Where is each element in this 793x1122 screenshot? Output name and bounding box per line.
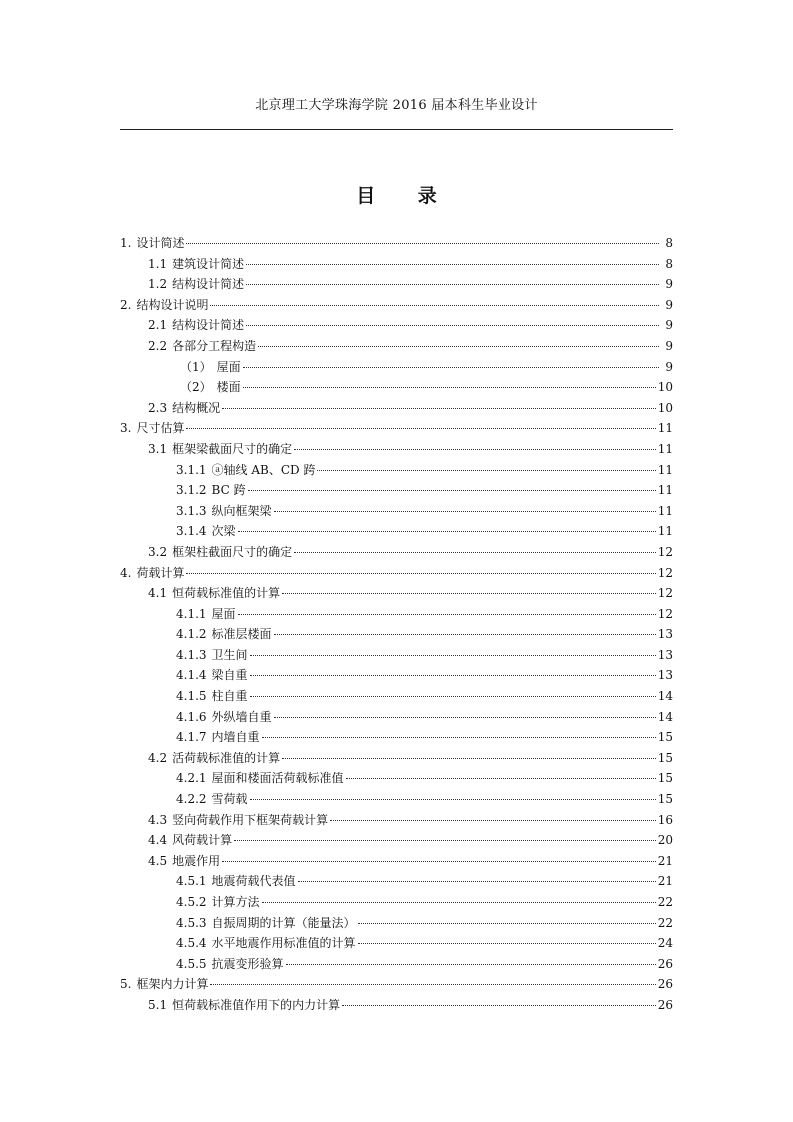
toc-dot-leader [250, 695, 656, 697]
toc-dot-leader [330, 819, 656, 821]
toc-entry-number: 4.3 [148, 812, 168, 827]
toc-entry-page-number: 10 [657, 400, 673, 415]
toc-entry-page-number: 11 [657, 421, 673, 436]
toc-entry-title: BC 跨 [211, 483, 246, 498]
toc-title: 目 录 [356, 185, 455, 207]
toc-entry[interactable] [120, 564, 673, 585]
toc-dot-leader [286, 963, 656, 965]
toc-entry[interactable] [120, 255, 673, 276]
header-divider [120, 129, 673, 130]
toc-entry-number: 1.2 [148, 277, 168, 292]
toc-entry-number: 5. [120, 977, 132, 992]
toc-entry-title: 屋面和楼面活荷载标准值 [211, 771, 344, 786]
toc-entry-number: 2.1 [148, 318, 168, 333]
toc-dot-leader [246, 324, 659, 326]
toc-entry-title: 屋面 [211, 606, 236, 621]
toc-entry-page-number: 13 [657, 627, 673, 642]
toc-entry-page-number: 26 [657, 997, 673, 1012]
toc-dot-leader [342, 1004, 656, 1006]
toc-entry-title: 外纵墙自重 [211, 709, 272, 724]
toc-entry-page-number: 9 [665, 338, 673, 353]
toc-entry-page-number: 21 [657, 874, 673, 889]
toc-entry[interactable] [120, 399, 673, 420]
toc-entry-page-number: 13 [657, 647, 673, 662]
toc-entry[interactable] [120, 316, 673, 337]
toc-dot-leader [246, 263, 659, 265]
toc-entry-number: 4.1.6 [176, 709, 207, 724]
toc-entry-number: 4.1.1 [176, 606, 207, 621]
toc-entry[interactable] [120, 914, 673, 935]
toc-entry[interactable] [120, 378, 673, 399]
toc-entry-page-number: 16 [657, 812, 673, 827]
toc-entry-title: 尺寸估算 [136, 421, 185, 436]
toc-entry[interactable] [120, 234, 673, 255]
toc-entry-page-number: 20 [657, 833, 673, 848]
toc-entry-number: 2.2 [148, 338, 168, 353]
toc-entry-page-number: 8 [665, 236, 673, 250]
toc-dot-leader [282, 757, 656, 759]
toc-entry[interactable] [120, 749, 673, 770]
toc-entry-title: 梁自重 [211, 668, 248, 683]
toc-entry-number: 4.5.5 [176, 956, 207, 971]
toc-entry-number: 4.5 [148, 853, 168, 868]
toc-dot-leader [298, 880, 656, 882]
toc-entry-number: 3. [120, 421, 132, 436]
toc-dot-leader [210, 304, 659, 306]
toc-entry-page-number: 26 [657, 956, 673, 971]
toc-entry-title: 次梁 [211, 524, 236, 539]
toc-entry[interactable] [120, 337, 673, 358]
toc-entry-number: 4. [120, 565, 132, 580]
toc-entry-number: 3.1 [148, 441, 168, 456]
toc-entry-number: 2. [120, 297, 132, 312]
toc-entry[interactable] [120, 461, 673, 482]
toc-entry-title: 自振周期的计算（能量法） [211, 915, 356, 930]
toc-entry[interactable] [120, 440, 673, 461]
toc-dot-leader [238, 530, 656, 532]
toc-entry-number: 4.2.1 [176, 771, 207, 786]
toc-entry-title: 纵向框架梁 [211, 503, 272, 518]
toc-entry-title: 抗震变形验算 [211, 956, 284, 971]
toc-entry-title: 地震作用 [172, 853, 221, 868]
toc-entry-number: （1） [180, 359, 212, 374]
toc-dot-leader [222, 407, 656, 409]
toc-entry[interactable] [120, 811, 673, 832]
toc-dot-leader [317, 469, 655, 471]
toc-entry[interactable] [120, 955, 673, 976]
toc-entry-page-number: 12 [657, 606, 673, 621]
toc-entry-number: 4.1.3 [176, 647, 207, 662]
toc-dot-leader [243, 366, 659, 368]
toc-entry-number: 3.1.2 [176, 483, 207, 498]
toc-entry-page-number: 12 [657, 544, 673, 559]
toc-dot-leader [234, 839, 656, 841]
toc-entry-page-number: 9 [665, 297, 673, 312]
table-of-contents [120, 234, 673, 1017]
toc-entry-page-number: 9 [665, 359, 673, 374]
toc-dot-leader [248, 489, 656, 491]
toc-entry-title: 框架梁截面尺寸的确定 [172, 441, 293, 456]
toc-entry-title: 卫生间 [211, 647, 248, 662]
toc-entry-number: 4.1.7 [176, 730, 207, 745]
toc-entry-number: 3.2 [148, 544, 168, 559]
toc-entry-number: 4.2 [148, 750, 168, 765]
toc-entry-page-number: 11 [657, 483, 673, 498]
toc-entry[interactable] [120, 975, 673, 996]
toc-entry-page-number: 15 [657, 792, 673, 807]
toc-entry-page-number: 26 [657, 977, 673, 992]
toc-entry-title: 各部分工程构造 [172, 338, 257, 353]
toc-dot-leader [250, 674, 656, 676]
toc-dot-leader [294, 448, 656, 450]
toc-entry-title: 雪荷载 [211, 792, 248, 807]
toc-entry-number: 4.2.2 [176, 792, 207, 807]
toc-dot-leader [282, 592, 656, 594]
toc-entry-title: 建筑设计简述 [172, 256, 245, 271]
toc-dot-leader [243, 386, 656, 388]
toc-entry-page-number: 11 [657, 503, 673, 518]
toc-entry-page-number: 11 [657, 462, 673, 477]
toc-entry-title: 框架内力计算 [136, 977, 209, 992]
toc-entry-number: 4.4 [148, 833, 168, 848]
toc-entry[interactable] [120, 666, 673, 687]
toc-entry[interactable] [120, 358, 673, 379]
toc-entry-title: 标准层楼面 [211, 627, 272, 642]
toc-dot-leader [250, 798, 656, 800]
toc-entry[interactable] [120, 893, 673, 914]
toc-dot-leader [346, 777, 656, 779]
toc-dot-leader [274, 633, 656, 635]
toc-entry-title: 计算方法 [211, 895, 260, 909]
toc-entry-title: 恒荷载标准值作用下的内力计算 [172, 997, 341, 1012]
toc-entry-title: 框架柱截面尺寸的确定 [172, 544, 293, 559]
toc-dot-leader [246, 283, 659, 285]
toc-entry-number: （2） [180, 380, 212, 395]
toc-entry[interactable] [120, 769, 673, 790]
toc-entry-number: 5.1 [148, 997, 168, 1012]
toc-entry-number: 4.1.4 [176, 668, 207, 683]
toc-entry[interactable] [120, 522, 673, 543]
toc-dot-leader [250, 654, 656, 656]
toc-entry[interactable] [120, 296, 673, 317]
toc-entry-number: 4.1 [148, 586, 168, 601]
toc-entry-number: 2.3 [148, 400, 168, 415]
toc-entry[interactable] [120, 502, 673, 523]
toc-entry[interactable] [120, 831, 673, 852]
toc-dot-leader [358, 922, 656, 924]
toc-entry-page-number: 9 [665, 318, 673, 333]
toc-entry-number: 4.5.3 [176, 915, 207, 930]
toc-dot-leader [222, 860, 656, 862]
toc-entry-page-number: 11 [657, 524, 673, 539]
toc-entry-title: 水平地震作用标准值的计算 [211, 936, 356, 951]
toc-entry[interactable] [120, 728, 673, 749]
toc-entry[interactable] [120, 275, 673, 296]
toc-entry-page-number: 15 [657, 771, 673, 786]
toc-entry-title: 风荷载计算 [172, 833, 233, 848]
toc-entry[interactable] [120, 646, 673, 667]
toc-dot-leader [358, 942, 656, 944]
toc-entry-title: 结构设计简述 [172, 277, 245, 292]
toc-entry-page-number: 9 [665, 277, 673, 292]
toc-entry-page-number: 14 [657, 709, 673, 724]
toc-dot-leader [258, 345, 659, 347]
toc-entry-number: 1.1 [148, 256, 168, 271]
toc-entry[interactable] [120, 481, 673, 502]
toc-entry[interactable] [120, 708, 673, 729]
toc-entry-number: 3.1.1 [176, 462, 207, 477]
toc-entry-number: 4.5.2 [176, 895, 207, 909]
toc-entry-title: 结构设计说明 [136, 297, 209, 312]
toc-entry[interactable] [120, 419, 673, 440]
toc-entry-title: 柱自重 [211, 689, 248, 704]
toc-entry-number: 3.1.3 [176, 503, 207, 518]
toc-entry-title: 结构概况 [172, 400, 221, 415]
toc-entry-title: 屋面 [216, 359, 241, 374]
toc-entry-title: 楼面 [216, 380, 241, 395]
toc-entry-title: 恒荷载标准值的计算 [172, 586, 281, 601]
toc-entry-title: ⓐ轴线 AB、CD 跨 [211, 462, 316, 477]
toc-entry-number: 3.1.4 [176, 524, 207, 539]
toc-entry[interactable] [120, 872, 673, 893]
toc-entry[interactable] [120, 687, 673, 708]
toc-entry[interactable] [120, 852, 673, 873]
toc-entry[interactable] [120, 996, 673, 1017]
toc-dot-leader [210, 983, 655, 985]
toc-entry-page-number: 12 [657, 565, 673, 580]
toc-entry-page-number: 13 [657, 668, 673, 683]
toc-dot-leader [262, 901, 656, 903]
toc-entry[interactable] [120, 543, 673, 564]
toc-entry-number: 4.5.4 [176, 936, 207, 951]
toc-entry[interactable] [120, 584, 673, 605]
toc-dot-leader [262, 736, 656, 738]
toc-entry-number: 4.1.5 [176, 689, 207, 704]
toc-dot-leader [186, 427, 655, 429]
toc-entry-page-number: 15 [657, 750, 673, 765]
toc-entry-title: 设计简述 [136, 236, 185, 250]
toc-entry-page-number: 21 [657, 853, 673, 868]
toc-entry[interactable] [120, 625, 673, 646]
toc-entry[interactable] [120, 934, 673, 955]
toc-dot-leader [274, 510, 656, 512]
toc-entry-page-number: 8 [665, 256, 673, 271]
toc-entry-page-number: 12 [657, 586, 673, 601]
toc-entry-title: 结构设计简述 [172, 318, 245, 333]
toc-entry-title: 地震荷载代表值 [211, 874, 296, 889]
toc-entry[interactable] [120, 605, 673, 626]
toc-entry-title: 竖向荷载作用下框架荷载计算 [172, 812, 329, 827]
toc-dot-leader [186, 242, 659, 244]
toc-entry-title: 荷载计算 [136, 565, 185, 580]
toc-entry-number: 1. [120, 236, 132, 250]
toc-dot-leader [186, 572, 655, 574]
toc-entry-page-number: 10 [657, 380, 673, 395]
toc-entry[interactable] [120, 790, 673, 811]
toc-entry-page-number: 14 [657, 689, 673, 704]
toc-entry-page-number: 24 [657, 936, 673, 951]
toc-entry-title: 活荷载标准值的计算 [172, 750, 281, 765]
toc-entry-title: 内墙自重 [211, 730, 260, 745]
toc-dot-leader [274, 716, 656, 718]
toc-entry-number: 4.1.2 [176, 627, 207, 642]
toc-entry-page-number: 15 [657, 730, 673, 745]
page-header: 北京理工大学珠海学院 2016 届本科生毕业设计 [255, 98, 538, 113]
toc-entry-page-number: 11 [657, 441, 673, 456]
toc-entry-page-number: 22 [657, 895, 673, 909]
toc-entry-page-number: 22 [657, 915, 673, 930]
toc-dot-leader [294, 551, 656, 553]
toc-entry-number: 4.5.1 [176, 874, 207, 889]
toc-dot-leader [238, 613, 656, 615]
